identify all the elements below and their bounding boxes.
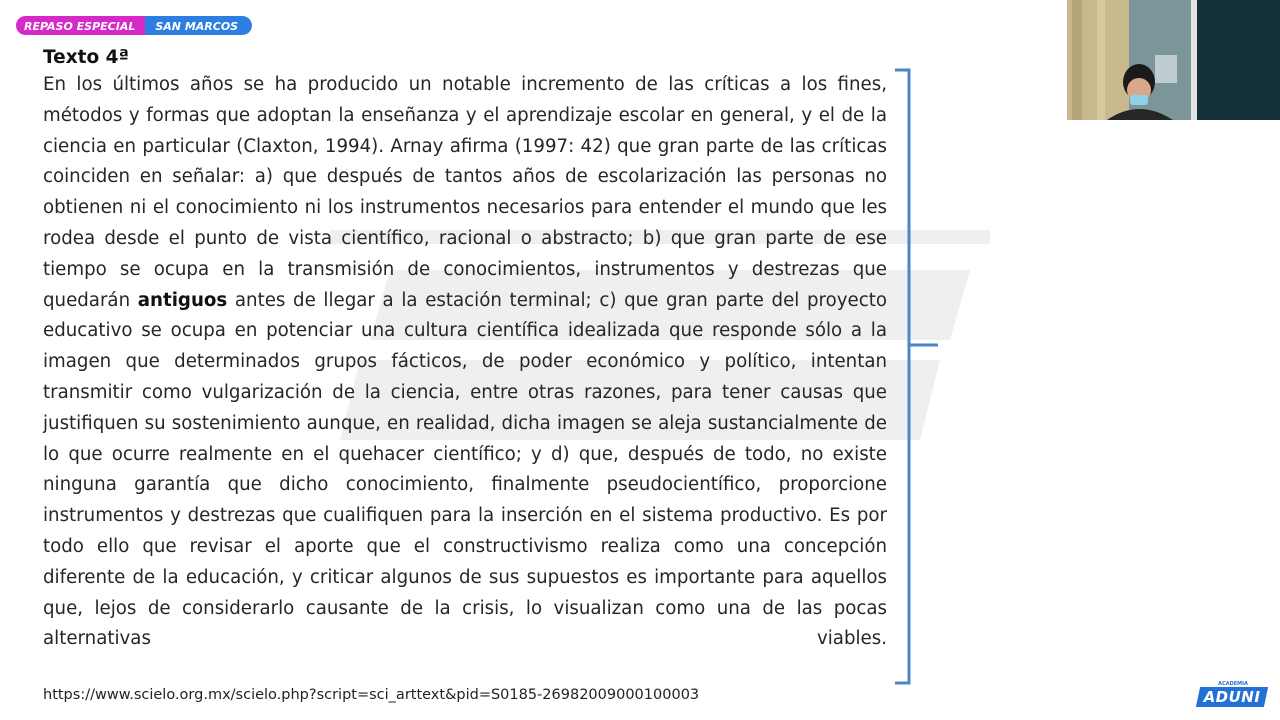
body-text-part-1: En los últimos años se ha producido un notable incremento de las críticas a los fines, métodos y formas que adoptan la enseñanza y el aprendizaje escolar en general, y el de la ciencia en particular (Claxton, 1994). Arnay afirma (1997: 42) que gran parte de las críticas coinciden en señalar: a) que después de tantos años de escolarización las personas no obtienen ni el conocimiento ni los instrumentos necesarios para entender el mundo que les rodea desde el punto de vista científico, racional o abstracto; b) que gran parte de ese tiempo se ocupa en la transmisión de conocimientos, instrumentos y destrezas que quedarán bbox=[43, 74, 887, 311]
logo-text: ADUNI bbox=[1203, 688, 1261, 706]
badge-san-marcos: SAN MARCOS bbox=[145, 16, 252, 35]
source-url: https://www.scielo.org.mx/scielo.php?script=sci_arttext&pid=S0185-26982009000100003 bbox=[43, 687, 700, 703]
bold-word: antiguos bbox=[137, 289, 228, 311]
logo-small-text: ACADEMIA bbox=[1218, 681, 1248, 687]
right-bracket bbox=[893, 68, 943, 686]
document-body bbox=[43, 70, 887, 655]
badge-repaso: REPASO ESPECIAL bbox=[16, 16, 145, 35]
course-badge bbox=[16, 16, 252, 35]
webcam-scene bbox=[1067, 0, 1280, 120]
document-title: Texto 4ª bbox=[43, 47, 129, 68]
webcam-feed bbox=[1067, 0, 1280, 120]
body-text-part-2: antes de llegar a la estación terminal; c) que gran parte del proyecto educativo se ocupa en potenciar una cultura científica idealizada que responde sólo a la imagen que determinados grupos fácticos, de poder económico y político, intentan transmitir como vulgarización de la ciencia, entre otras razones, para tener causas que justifiquen su sostenimiento aunque, en realidad, dicha imagen se aleja sustancialmente de lo que ocurre realmente en el quehacer científico; y d) que, después de todo, no existe ninguna garantía que dicho conocimiento, finalmente pseudocientífico, proporcione instrumentos y destrezas que cualifiquen para la inserción en el sistema productivo. Es por todo ello que revisar el aporte que el constructivismo realiza como una concepción diferente de la educación, y criticar algunos de sus supuestos es importante para aquellos que, lejos de considerarlo causante de la crisis, lo visualizan como una de las pocas alternativas viables. bbox=[43, 289, 887, 650]
aduni-logo bbox=[1198, 682, 1268, 708]
reading-document bbox=[43, 46, 887, 655]
